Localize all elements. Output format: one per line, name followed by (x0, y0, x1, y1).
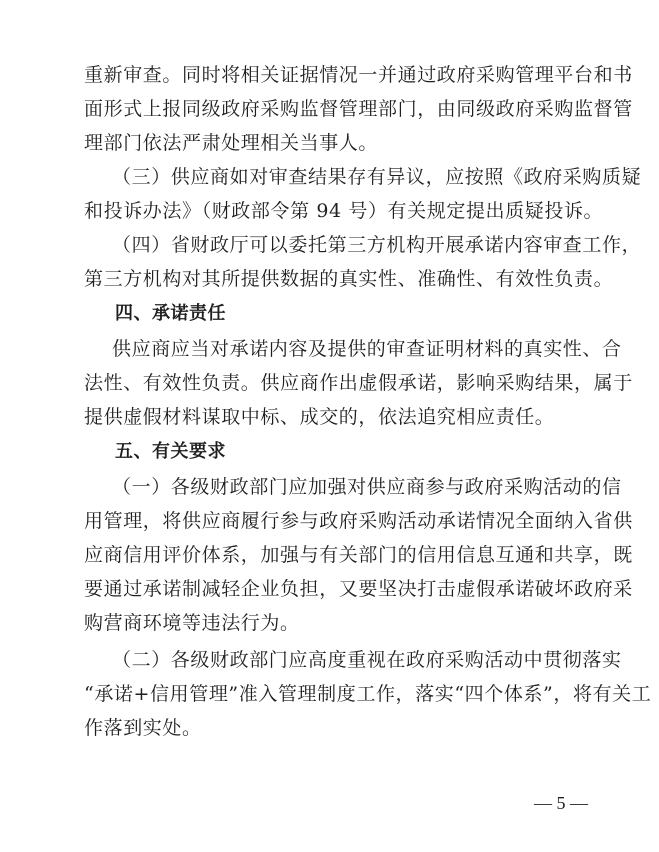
text-line: 和投诉办法》（财政部令第 94 号）有关规定提出质疑投诉。 (84, 200, 604, 222)
text-line: 第三方机构对其所提供数据的真实性、准确性、有效性负责。 (84, 268, 614, 290)
page-number: — 5 — (534, 793, 588, 813)
text-line: 作落到实处。 (84, 717, 202, 739)
text-line: 应商信用评价体系，加强与有关部门的信用信息互通和共享，既 (84, 544, 633, 566)
text-line: 理部门依法严肃处理相关当事人。 (84, 132, 379, 154)
text-line: （四）省财政厅可以委托第三方机构开展承诺内容审查工作， (112, 234, 642, 256)
text-line: 购营商环境等违法行为。 (84, 612, 300, 634)
text-line: （三）供应商如对审查结果存有异议，应按照《政府采购质疑 (112, 166, 642, 188)
text-line: 法性、有效性负责。供应商作出虚假承诺，影响采购结果，属于 (84, 372, 633, 394)
text-line: 用管理，将供应商履行参与政府采购活动承诺情况全面纳入省供 (84, 510, 633, 532)
text-line: 重新审查。同时将相关证据情况一并通过政府采购管理平台和书 (84, 64, 633, 86)
text-line: （一）各级财政部门应加强对供应商参与政府采购活动的信 (112, 476, 622, 498)
text-line: 提供虚假材料谋取中标、成交的，依法追究相应责任。 (84, 406, 555, 428)
text-line: 要通过承诺制减轻企业负担，又要坚决打击虚假承诺破坏政府采 (84, 578, 633, 600)
section-heading: 四、承诺责任 (115, 303, 226, 324)
text-line: 面形式上报同级政府采购监督管理部门，由同级政府采购监督管 (84, 98, 633, 120)
text-line: 供应商应当对承诺内容及提供的审查证明材料的真实性、合 (112, 338, 622, 360)
section-heading: 五、有关要求 (115, 441, 226, 462)
text-line: “承诺+信用管理”准入管理制度工作，落实“四个体系”，将有关工 (84, 683, 652, 705)
text-line: （二）各级财政部门应高度重视在政府采购活动中贯彻落实 (112, 649, 622, 671)
